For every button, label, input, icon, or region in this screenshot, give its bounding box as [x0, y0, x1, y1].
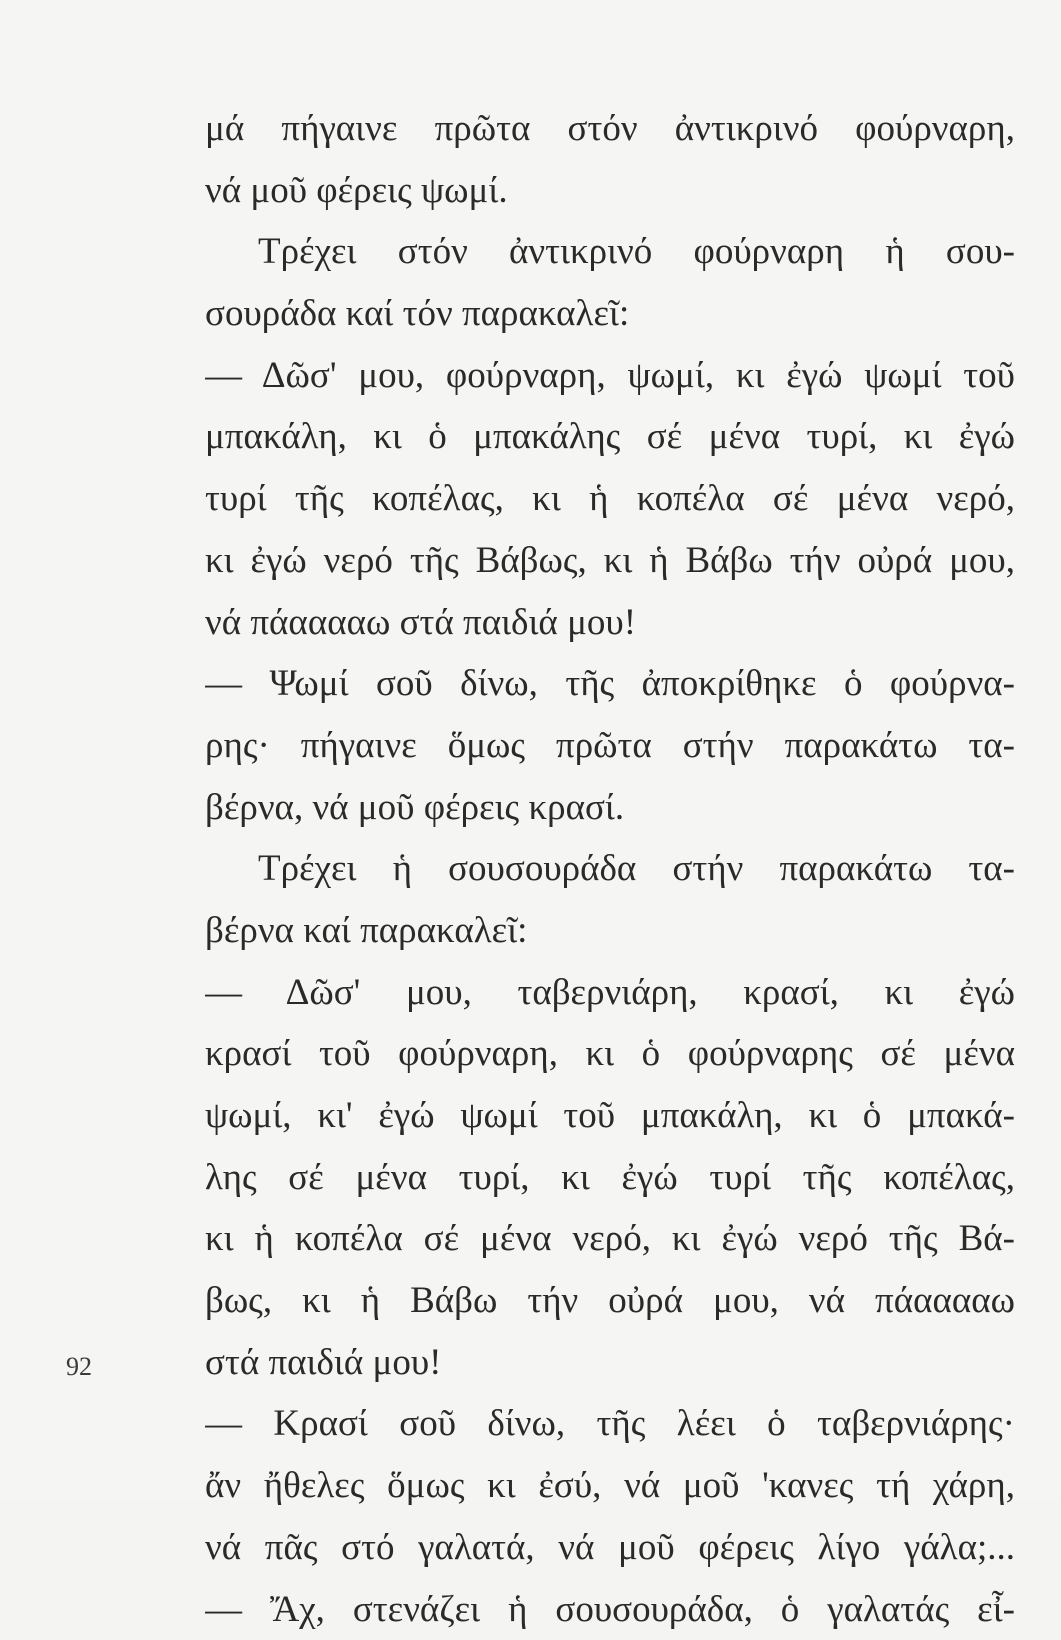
text-line: βως, κι ἡ Βάβω τήν οὐρά μου, νά πάααααω	[205, 1270, 1015, 1332]
text-line: — Δῶσ' μου, φούρναρη, ψωμί, κι ἐγώ ψωμί τοῦ	[205, 345, 1015, 407]
text-line: μπακάλη, κι ὁ μπακάλης σέ μένα τυρί, κι ἐγώ	[205, 406, 1015, 468]
text-line: ἄν ἤθελες ὅμως κι ἐσύ, νά μοῦ 'κανες τή χάρη,	[205, 1455, 1015, 1517]
page-number: 92	[66, 1352, 92, 1382]
text-line: — Ψωμί σοῦ δίνω, τῆς ἀποκρίθηκε ὁ φούρνα-	[205, 653, 1015, 715]
text-line: τυρί τῆς κοπέλας, κι ἡ κοπέλα σέ μένα νερό,	[205, 468, 1015, 530]
text-line: — Δῶσ' μου, ταβερνιάρη, κρασί, κι ἐγώ	[205, 962, 1015, 1024]
text-line: ρης· πήγαινε ὅμως πρῶτα στήν παρακάτω τα-	[205, 715, 1015, 777]
body-text	[205, 98, 1015, 1640]
text-line: σουράδα καί τόν παρακαλεῖ:	[205, 283, 1015, 345]
text-line: — Ἄχ, στενάζει ἡ σουσουράδα, ὁ γαλατάς εἶ-	[205, 1579, 1015, 1640]
text-line: κι ἡ κοπέλα σέ μένα νερό, κι ἐγώ νερό τῆς Βά-	[205, 1208, 1015, 1270]
text-line: νά μοῦ φέρεις ψωμί.	[205, 160, 1015, 222]
text-line: νά πάααααω στά παιδιά μου!	[205, 592, 1015, 654]
text-line: βέρνα καί παρακαλεῖ:	[205, 900, 1015, 962]
text-line: βέρνα, νά μοῦ φέρεις κρασί.	[205, 777, 1015, 839]
text-line: — Κρασί σοῦ δίνω, τῆς λέει ὁ ταβερνιάρης·	[205, 1393, 1015, 1455]
text-line: ψωμί, κι' ἐγώ ψωμί τοῦ μπακάλη, κι ὁ μπακά-	[205, 1085, 1015, 1147]
text-line: κρασί τοῦ φούρναρη, κι ὁ φούρναρης σέ μένα	[205, 1023, 1015, 1085]
text-line: Τρέχει ἡ σουσουράδα στήν παρακάτω τα-	[205, 838, 1015, 900]
text-line: λης σέ μένα τυρί, κι ἐγώ τυρί τῆς κοπέλας,	[205, 1147, 1015, 1209]
text-line: κι ἐγώ νερό τῆς Βάβως, κι ἡ Βάβω τήν οὐρά μου,	[205, 530, 1015, 592]
text-line: μά πήγαινε πρῶτα στόν ἀντικρινό φούρναρη,	[205, 98, 1015, 160]
text-line: νά πᾶς στό γαλατά, νά μοῦ φέρεις λίγο γάλα;...	[205, 1517, 1015, 1579]
text-line: Τρέχει στόν ἀντικρινό φούρναρη ἡ σου-	[205, 221, 1015, 283]
text-line: στά παιδιά μου!	[205, 1332, 1015, 1394]
